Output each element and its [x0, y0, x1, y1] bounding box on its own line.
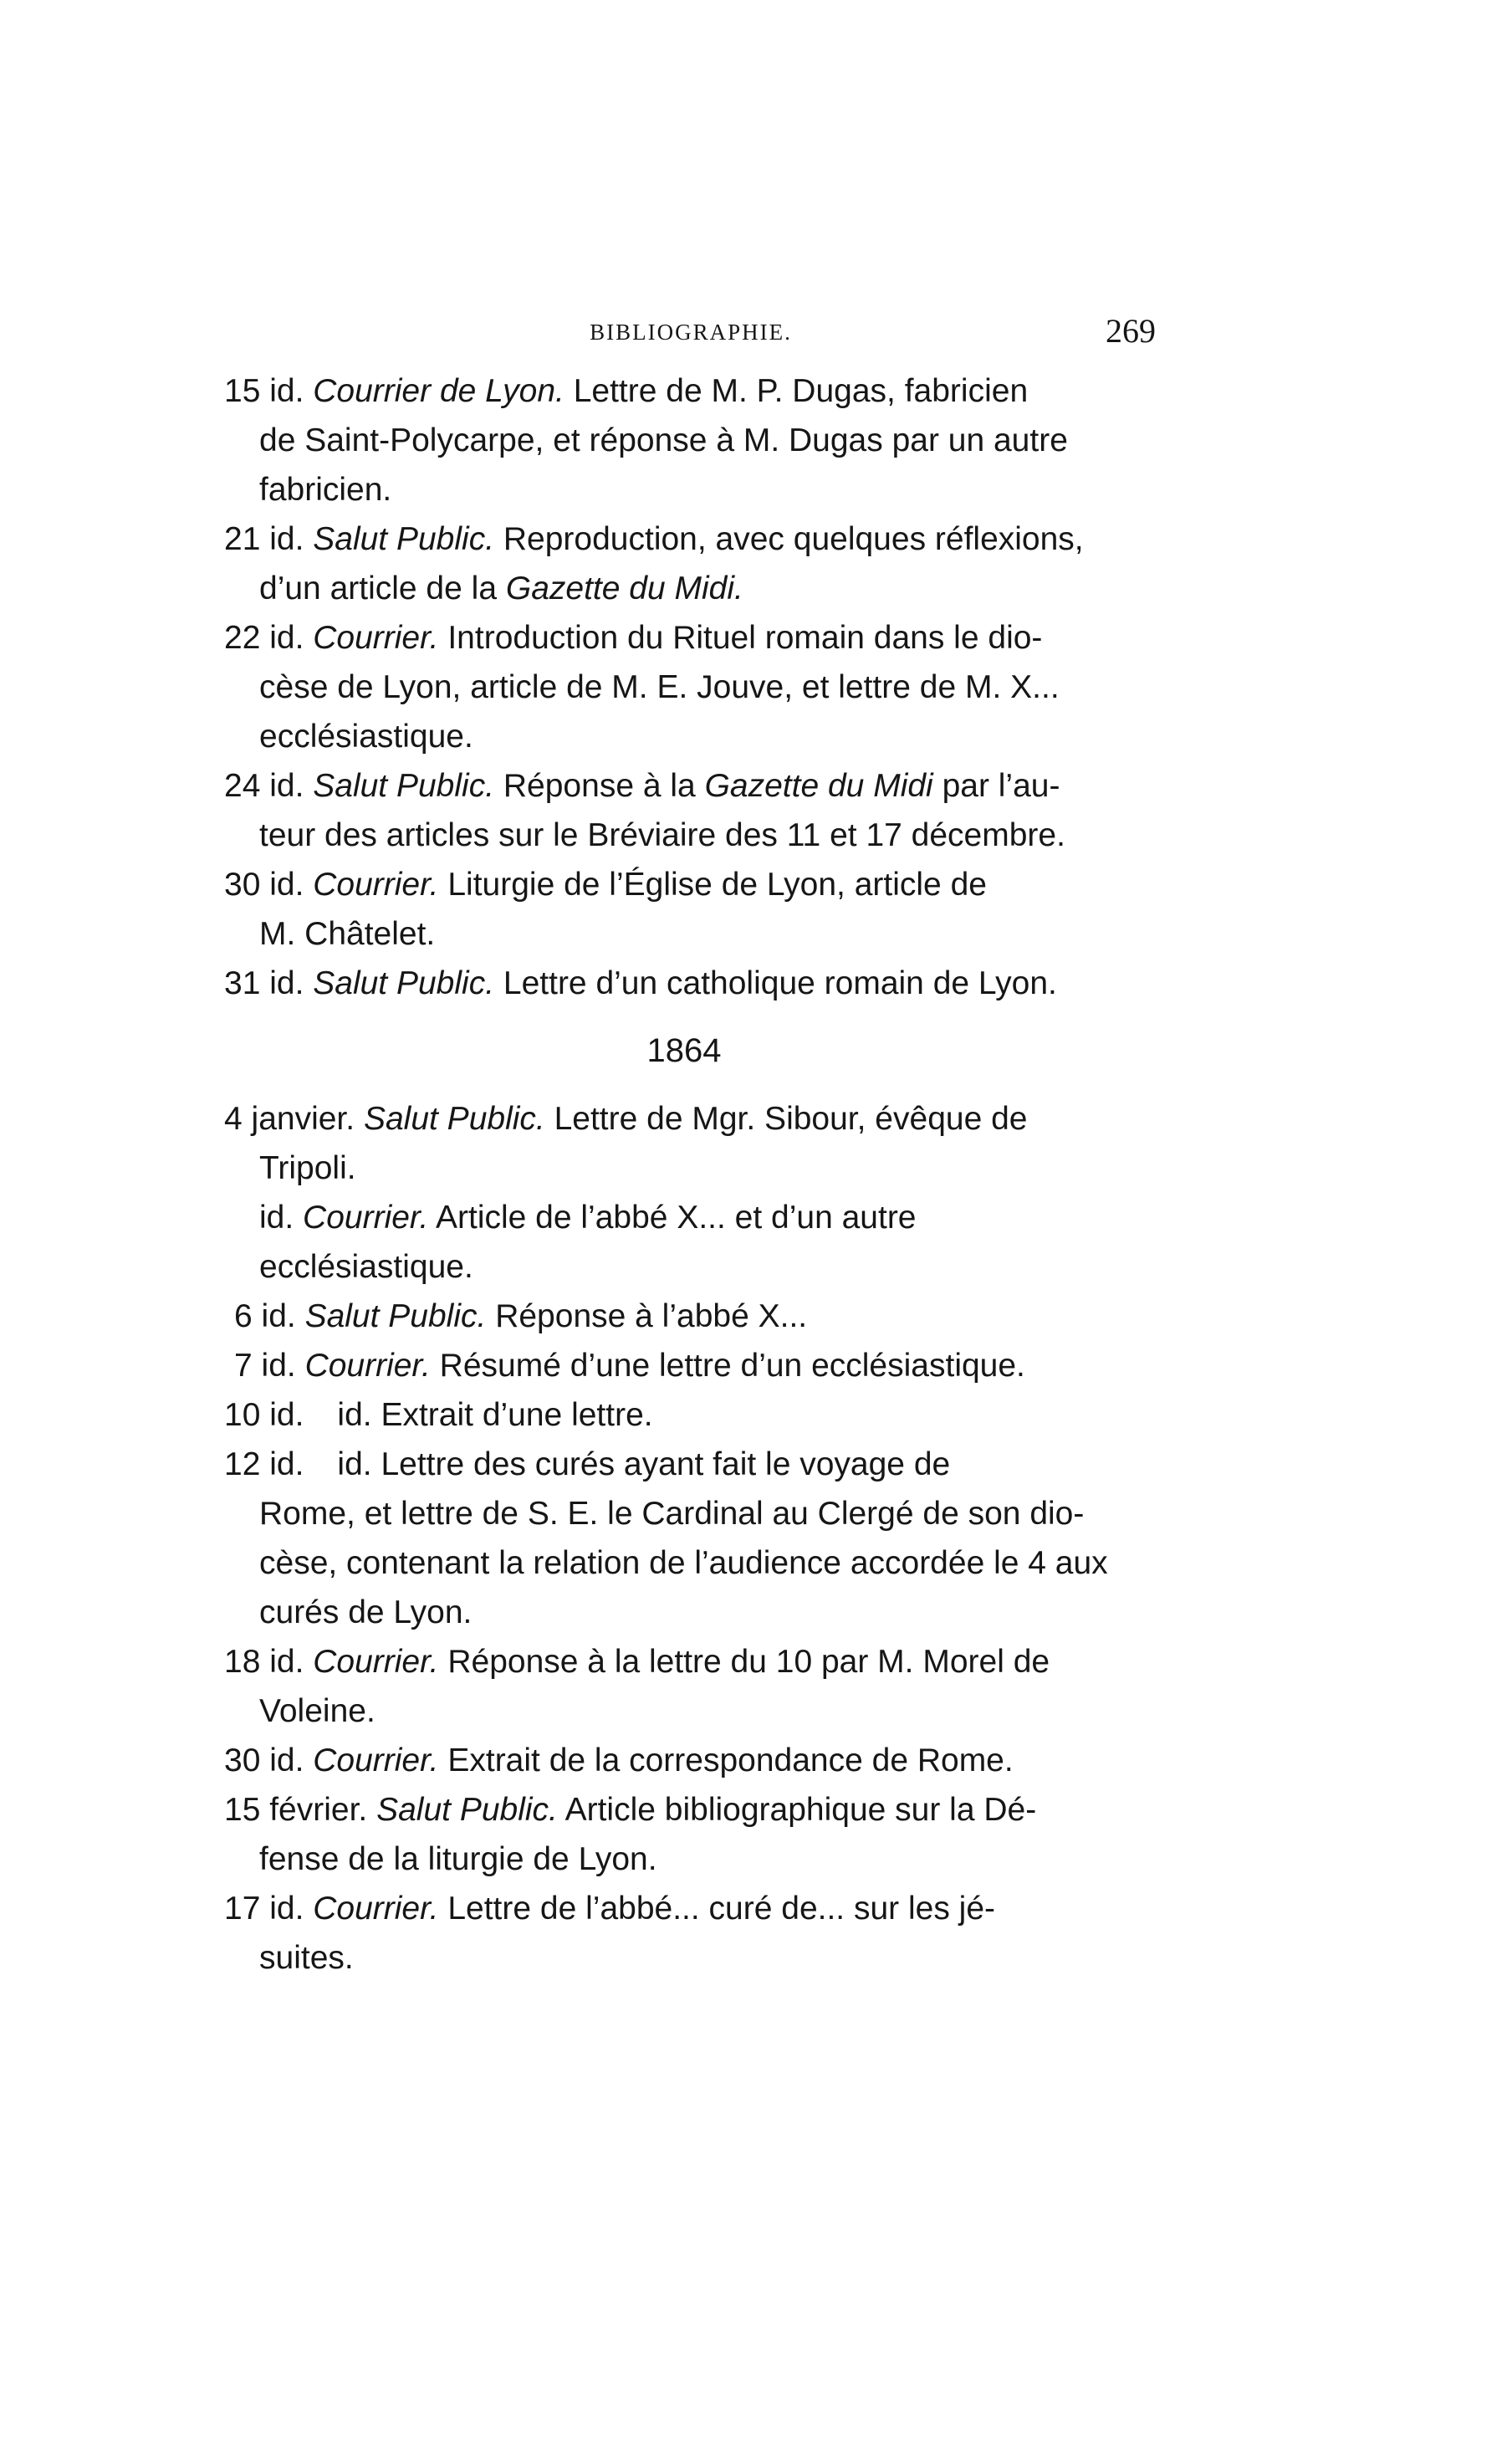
entry-text: Article de l’abbé X... et d’un autre	[435, 1200, 917, 1236]
entry-date: 4 janvier.	[224, 1101, 355, 1137]
entry-text: Introduction du Rituel romain dans le dio-	[447, 620, 1043, 656]
entry-22-dec	[224, 613, 1144, 761]
journal-title: Courrier.	[304, 1348, 431, 1384]
year-heading: 1864	[646, 1032, 722, 1069]
entry-date: 10 id.	[224, 1397, 304, 1433]
entry-line	[224, 1440, 1144, 1489]
entry-text: Lettre d’un catholique romain de Lyon.	[503, 965, 1057, 1001]
entry-date: id.	[259, 1200, 294, 1236]
entry-line	[224, 1736, 1144, 1785]
entry-text: teur des articles sur le Bréviaire des 11 et 17 décembre.	[259, 817, 1065, 853]
entry-date: 12 id.	[224, 1446, 304, 1482]
entry-17-feb	[224, 1884, 1144, 1983]
entry-24-dec	[224, 761, 1144, 860]
entry-line	[224, 663, 1144, 712]
entry-line	[224, 1686, 1144, 1736]
journal-title: Courrier de Lyon.	[313, 373, 564, 409]
entry-text: Article bibliographique sur la Dé-	[564, 1792, 1037, 1828]
entry-date: 17 id.	[224, 1891, 304, 1927]
entry-text: Lettre de M. P. Dugas, fabricien	[573, 373, 1029, 409]
entry-line	[224, 1933, 1144, 1983]
entry-line	[224, 1193, 1144, 1242]
entry-15-feb	[224, 1785, 1144, 1884]
entry-line	[224, 761, 1144, 811]
entry-text: id.	[337, 1397, 372, 1433]
entry-text: Résumé d’une lettre d’un ecclésiastique.	[439, 1348, 1025, 1384]
entry-text: de Saint-Polycarpe, et réponse à M. Dugas par un autre	[259, 422, 1068, 458]
running-title: BIBLIOGRAPHIE.	[590, 320, 792, 345]
entry-18-jan	[224, 1637, 1144, 1736]
entry-6-jan	[224, 1292, 1144, 1341]
entry-12-jan	[224, 1440, 1144, 1637]
entry-30-dec	[224, 860, 1144, 959]
journal-title: Courrier.	[313, 620, 439, 656]
entry-date: 7 id.	[234, 1348, 296, 1384]
entry-10-jan	[224, 1390, 1144, 1440]
journal-title: Salut Public.	[376, 1792, 558, 1828]
journal-title: Courrier.	[303, 1200, 429, 1236]
entry-text: Rome, et lettre de S. E. le Cardinal au Clergé de son dio-	[259, 1496, 1085, 1532]
entry-text: M. Châtelet.	[259, 916, 436, 952]
entry-text: Reproduction, avec quelques réflexions,	[503, 521, 1084, 557]
entry-line	[224, 564, 1144, 613]
entry-date: 22 id.	[224, 620, 304, 656]
entry-line	[224, 909, 1144, 959]
entry-line	[224, 366, 1144, 416]
entry-text: id.	[337, 1446, 372, 1482]
journal-title: Salut Public.	[363, 1101, 545, 1137]
entry-line	[224, 613, 1144, 663]
journal-title: Gazette du Midi	[704, 768, 933, 804]
entry-4-jan	[224, 1094, 1144, 1193]
journal-title: Courrier.	[313, 1891, 439, 1927]
journal-title: Courrier.	[313, 867, 439, 903]
journal-title: Courrier.	[313, 1742, 439, 1778]
entry-text: cèse de Lyon, article de M. E. Jouve, et lettre de M. X...	[259, 669, 1060, 705]
entry-date: 18 id.	[224, 1644, 304, 1680]
entry-line	[224, 860, 1144, 909]
entry-date: 30 id.	[224, 867, 304, 903]
bibliography-body	[224, 366, 1144, 1983]
entry-21-dec	[224, 514, 1144, 613]
entry-line	[224, 712, 1144, 761]
entry-text: fabricien.	[259, 472, 392, 508]
entry-date: 15 id.	[224, 373, 304, 409]
entry-line	[224, 1785, 1144, 1835]
journal-title: Courrier.	[313, 1644, 439, 1680]
entry-line	[224, 1292, 1144, 1341]
entry-text: Réponse à l’abbé X...	[495, 1298, 808, 1334]
entry-line	[224, 1835, 1144, 1884]
entry-text: fense de la liturgie de Lyon.	[259, 1841, 657, 1877]
entry-line	[224, 1242, 1144, 1292]
entry-line	[224, 1341, 1144, 1390]
entry-text: curés de Lyon.	[259, 1594, 472, 1630]
entry-text: Liturgie de l’Église de Lyon, article de	[447, 867, 987, 903]
journal-title: Salut Public.	[313, 521, 495, 557]
entry-text: Lettre des curés ayant fait le voyage de	[381, 1446, 951, 1482]
journal-title: Gazette du Midi.	[505, 571, 743, 606]
entry-line	[224, 1588, 1144, 1637]
entry-date: 15 février.	[224, 1792, 368, 1828]
page-number: 269	[1106, 312, 1156, 350]
entry-text: Lettre de l’abbé... curé de... sur les jé-	[447, 1891, 996, 1927]
entry-text: Tripoli.	[259, 1150, 356, 1186]
entry-line	[224, 1884, 1144, 1933]
entry-date: 6 id.	[234, 1298, 296, 1334]
entry-text: Réponse à la lettre du 10 par M. Morel de	[447, 1644, 1050, 1680]
journal-title: Salut Public.	[313, 768, 495, 804]
entry-text: suites.	[259, 1940, 354, 1976]
entry-date: 24 id.	[224, 768, 304, 804]
entry-line	[224, 959, 1144, 1008]
journal-title: Salut Public.	[304, 1298, 487, 1334]
entry-text: cèse, contenant la relation de l’audience accordée le 4 aux	[259, 1545, 1108, 1581]
entry-line	[224, 811, 1144, 860]
entry-text: Lettre de Mgr. Sibour, évêque de	[554, 1101, 1028, 1137]
journal-title: Salut Public.	[313, 965, 495, 1001]
entry-date: 30 id.	[224, 1742, 304, 1778]
entry-text: Réponse à la	[503, 768, 696, 804]
entry-15-dec	[224, 366, 1144, 514]
entry-text: Extrait d’une lettre.	[381, 1397, 653, 1433]
entry-line	[224, 1538, 1144, 1588]
entry-date: 21 id.	[224, 521, 304, 557]
entry-text: Extrait de la correspondance de Rome.	[447, 1742, 1014, 1778]
entry-line	[224, 1094, 1144, 1144]
entry-4-jan-b	[224, 1193, 1144, 1292]
entry-line	[224, 1637, 1144, 1686]
page-header	[226, 311, 1156, 353]
entry-line	[224, 1489, 1144, 1538]
entry-30-jan	[224, 1736, 1144, 1785]
entry-line	[224, 416, 1144, 465]
entry-line	[224, 1390, 1144, 1440]
entry-text: ecclésiastique.	[259, 719, 473, 755]
entry-7-jan	[224, 1341, 1144, 1390]
entry-text: Voleine.	[259, 1693, 375, 1729]
entry-line	[224, 465, 1144, 514]
entry-text: ecclésiastique.	[259, 1249, 473, 1285]
entry-31-dec	[224, 959, 1144, 1008]
entry-line	[224, 1144, 1144, 1193]
entry-line	[224, 514, 1144, 564]
entry-text: par l’au-	[942, 768, 1060, 804]
entry-date: 31 id.	[224, 965, 304, 1001]
entry-text: d’un article de la	[259, 571, 498, 606]
